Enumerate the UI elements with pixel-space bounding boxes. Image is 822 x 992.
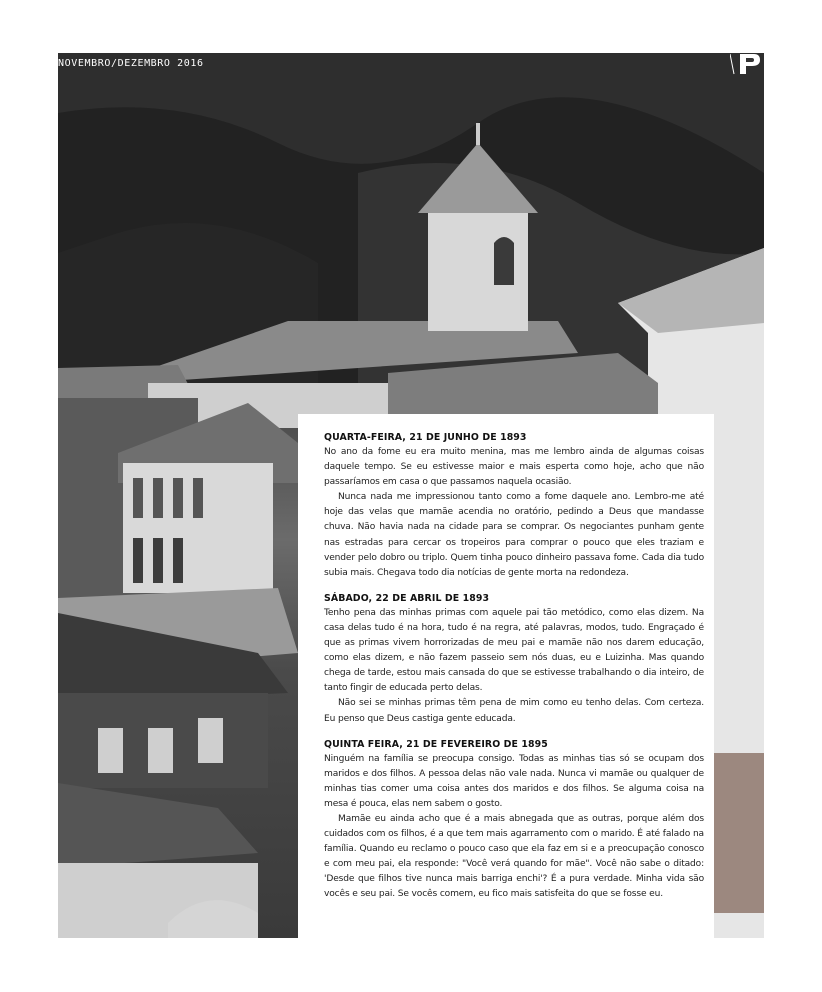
entry-paragraph: Mamãe eu ainda acho que é a mais abnegada que as outras, porque além dos cuidados com os filhos, é a que tem mais agarramento com o marido. É até falado na família. Quando eu reclamo o pouco caso que ela faz em si e a preocupação conosco e com meu pai, ela responde: "Você verá quando for mãe". Você não sabe o ditado: 'Desde que filhos tive nunca mais barriga enchi'? É a pura verdade. Minha vida são vocês e seu pai. Se vocês comem, eu fico mais satisfeita do que se fosse eu. — [324, 813, 704, 900]
entry-heading: QUINTA FEIRA, 21 DE FEVEREIRO DE 1895 — [324, 738, 548, 750]
lower-roof-2 — [58, 783, 258, 868]
window-2 — [153, 478, 163, 518]
bell-tower-cross — [476, 123, 480, 145]
entry-heading: SÁBADO, 22 DE ABRIL DE 1893 — [324, 592, 490, 604]
magazine-logo-icon — [730, 52, 764, 76]
door-3 — [173, 538, 183, 583]
diary-entry — [324, 593, 704, 727]
diary-entry — [324, 432, 704, 581]
window-1 — [133, 478, 143, 518]
window-3 — [173, 478, 183, 518]
lower-window-1 — [98, 728, 123, 773]
entry-heading: QUARTA-FEIRA, 21 DE JUNHO DE 1893 — [324, 432, 527, 443]
brick-wall — [713, 753, 764, 913]
door-1 — [133, 538, 143, 583]
door-2 — [153, 538, 163, 583]
entry-paragraph: Ninguém na família se preocupa consigo. Todas as minhas tias só se ocupam dos maridos e dos filhos. A pessoa delas não vale nada. Nunca vi mamãe ou qualquer de minhas tias comer uma coisa antes dos maridos e dos filhos. Se alguma coisa na mesa é pouca, elas nem sabem o gosto. — [324, 753, 704, 809]
lower-window-2 — [148, 728, 173, 773]
lower-window-3 — [198, 718, 223, 763]
diary-entry — [324, 739, 704, 903]
bell-tower-window — [494, 237, 514, 285]
issue-date: NOVEMBRO/DEZEMBRO 2016 — [58, 58, 204, 69]
entry-paragraph: Nunca nada me impressionou tanto como a fome daquele ano. Lembro-me até hoje das velas que mamãe acendia no oratório, pedindo a Deus que mandasse chuva. Não havia nada na cidade para se comprar. Os negociantes punham gente nas estradas para cercar os tropeiros para comprar o pouco que eles traziam e vender pelo dobro ou triplo. Quem tinha pouco dinheiro passava fome. Cada dia tudo subia mais. Chegava todo dia notícias de gente morta na redondeza. — [324, 492, 704, 578]
entry-paragraph: Tenho pena das minhas primas com aquele pai tão metódico, como elas dizem. Na casa delas tudo é na hora, tudo é na regra, até palavras, modos, tudo. Engraçado é que as primas vivem horrorizadas de meu pai e mamãe não nos darem educação, como elas dizem, e não fazem passeio sem nós duas, eu e Luizinha. Mas quando chega de tarde, estou mais cansada do que se estivesse trabalhando o dia inteiro, de tanto fingir de educada perto delas. — [324, 607, 704, 694]
entry-paragraph: Não sei se minhas primas têm pena de mim como eu tenho delas. Com certeza. Eu penso que Deus castiga gente educada. — [324, 698, 704, 724]
diary-text-panel — [298, 414, 714, 938]
window-4 — [193, 478, 203, 518]
entry-paragraph: No ano da fome eu era muito menina, mas me lembro ainda de algumas coisas daquele tempo. Se eu estivesse maior e mais esperta como hoje, acho que não passaríamos em casa o que passamos naquela ocasião. — [324, 447, 704, 488]
